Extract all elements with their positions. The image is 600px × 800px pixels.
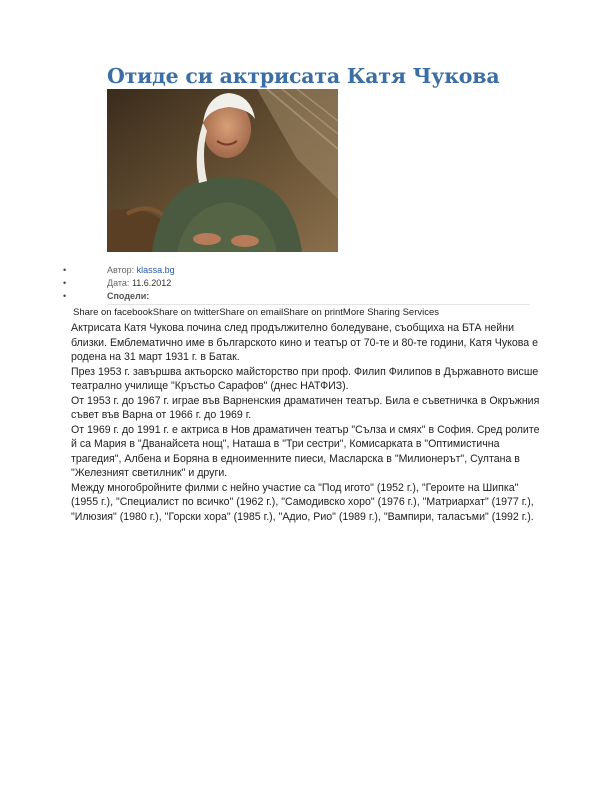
article-paragraph: От 1969 г. до 1991 г. е актриса в Нов драматичен театър "Сълза и смях" в София. Сред ролите й са Мария в "Дванайсета нощ", Наташа в "Три сестри", Комисарката в "Оптимистична трагедия", Албена и Боряна в едноименните пиеси, Масларска в "Милионерът", Султана в "Железният светилник" и други. [71, 423, 540, 479]
share-facebook-link[interactable]: Share on facebook [73, 307, 153, 318]
article-paragraph: Актрисата Катя Чукова почина след продължително боледуване, съобщиха на БТА нейни близки. Емблематично име в българското кино и театър от 70-те и 80-те години, Катя Чукова е родена на 31 март 1931 г. в Батак. [71, 322, 539, 363]
share-label: Сподели: [107, 291, 150, 301]
share-twitter-link[interactable]: Share on twitter [152, 307, 220, 318]
article-photo [107, 89, 338, 252]
article-body [71, 321, 541, 524]
share-more-link[interactable]: More Sharing Services [342, 307, 440, 318]
author-link[interactable]: klassa.bg [136, 265, 175, 275]
article-paragraph: Между многобройните филми с нейно участие са "Под игото" (1952 г.), "Героите на Шипка" (1955 г.), "Специалист по всичко" (1962 г.), "Самодивско хоро" (1976 г.), "Матриархат" (1977 г.), "Илюзия" (1980 г.), "Горски хора" (1985 г.), "Адио, Рио" (1989 г.), "Вампири, таласъми" (1992 г.). [71, 481, 534, 523]
bullet-icon: • [63, 291, 67, 301]
share-email-link[interactable]: Share on email [219, 307, 284, 318]
bullet-icon: • [63, 265, 67, 275]
date-value: 11.6.2012 [131, 278, 172, 288]
author-label-text: Автор: [107, 265, 137, 275]
date-label-text: Дата: [107, 278, 132, 288]
divider [107, 304, 530, 305]
author-label [107, 265, 175, 275]
article-title: Отиде си актрисата Катя Чукова [107, 64, 500, 88]
article-paragraph: През 1953 г. завършва актьорско майсторство при проф. Филип Филипов в Държавното висше театрално училище "Кръстьо Сарафов" (днес НАТФИЗ). [71, 365, 539, 392]
date-label [107, 278, 171, 288]
bullet-icon: • [63, 278, 67, 288]
article-paragraph: От 1953 г. до 1967 г. играе във Варненския драматичен театър. Била е съветничка в Окръжния съвет във Варна от 1966 г. до 1969 г. [71, 394, 540, 421]
share-print-link[interactable]: Share on print [283, 307, 343, 318]
share-bar [73, 307, 439, 318]
